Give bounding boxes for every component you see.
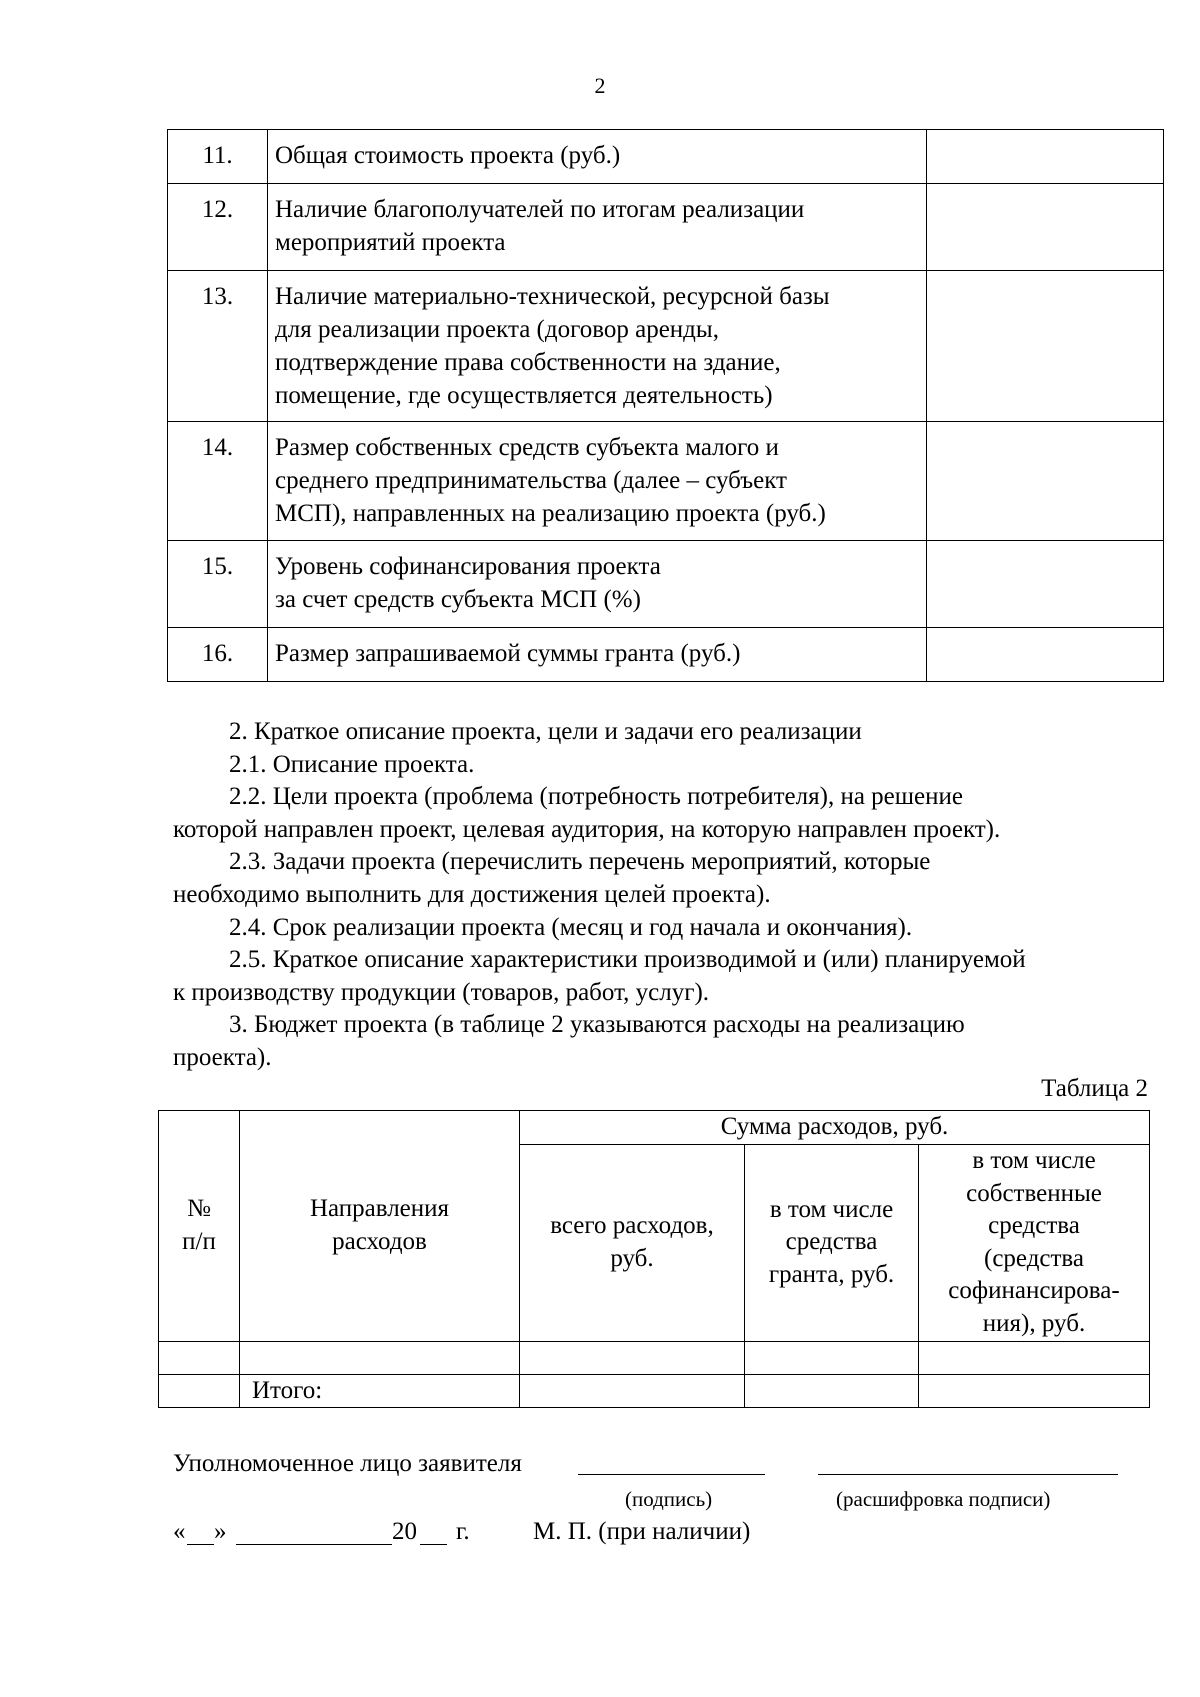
year-suffix: г. [456, 1518, 470, 1545]
row-value-cell[interactable] [927, 130, 1164, 184]
row-line: Размер собственных средств субъекта малого и [275, 434, 779, 461]
row-description [268, 628, 927, 682]
header-sum-group: Сумма расходов, руб. [520, 1111, 1150, 1145]
header-grant-line: в том числе [769, 1195, 894, 1223]
section-item: 2.4. Срок реализации проекта (месяц и год начала и окончания). [229, 913, 913, 941]
header-direction [240, 1111, 520, 1342]
row-value-cell[interactable] [927, 628, 1164, 682]
table-cell[interactable] [159, 1374, 240, 1408]
row-description [268, 541, 927, 628]
header-total-line: руб. [610, 1244, 654, 1272]
row-line: мероприятий проекта [275, 229, 506, 256]
table-cell[interactable] [240, 1341, 520, 1374]
date-line [173, 1516, 186, 1548]
row-line: для реализации проекта (договор аренды, [275, 316, 719, 343]
table-cell[interactable] [520, 1374, 745, 1408]
header-num-line: № [187, 1195, 211, 1223]
header-total-line: всего расходов, [550, 1212, 714, 1239]
header-row [159, 1111, 1150, 1145]
table-cell[interactable] [745, 1374, 919, 1408]
row-line: Уровень софинансирования проекта [275, 553, 661, 580]
table-cell[interactable] [520, 1341, 745, 1374]
year-prefix: 20 [392, 1518, 417, 1545]
row-number: 14. [168, 422, 268, 541]
table-row [168, 628, 1164, 682]
row-number: 12. [168, 184, 268, 271]
header-own-line: ния), руб. [982, 1309, 1086, 1337]
table-row [168, 541, 1164, 628]
row-description [268, 130, 927, 184]
stamp-label: М. П. (при наличии) [533, 1518, 751, 1545]
row-value-cell[interactable] [927, 422, 1164, 541]
header-direction-line: Направления [309, 1195, 450, 1223]
section-heading: 2. Краткое описание проекта, цели и задачи его реализации [229, 718, 862, 745]
table-cell[interactable] [919, 1374, 1150, 1408]
section-item-continuation: необходимо выполнить для достижения целей проекта). [173, 880, 771, 908]
header-own-line: софинансирова- [948, 1277, 1120, 1304]
row-value-cell[interactable] [927, 184, 1164, 271]
signature-field[interactable] [578, 1474, 765, 1475]
row-description [268, 422, 927, 541]
budget-table [158, 1110, 1150, 1408]
header-own [919, 1144, 1150, 1341]
total-label: Итого: [240, 1374, 520, 1408]
header-grant-line: гранта, руб. [768, 1260, 895, 1288]
project-info-table [167, 129, 1164, 682]
month-field[interactable] [236, 1544, 392, 1545]
table-cell[interactable] [745, 1341, 919, 1374]
row-number: 15. [168, 541, 268, 628]
header-grant-line: средства [785, 1228, 878, 1256]
header-grant [745, 1144, 919, 1341]
header-total [520, 1144, 745, 1341]
signature-caption: (подпись) [625, 1487, 713, 1511]
table-row [168, 184, 1164, 271]
table-row [168, 271, 1164, 422]
table-row [168, 422, 1164, 541]
row-line: Общая стоимость проекта (руб.) [275, 142, 621, 169]
table-caption: Таблица 2 [1041, 1075, 1148, 1102]
row-line: за счет средств субъекта МСП (%) [275, 586, 641, 613]
section-item-continuation: к производству продукции (товаров, работ, услуг). [173, 978, 710, 1006]
section-item-continuation: проекта). [173, 1043, 272, 1071]
row-line: Наличие благополучателей по итогам реализации [275, 196, 805, 223]
signature-decode-caption: (расшифровка подписи) [836, 1487, 1051, 1511]
row-line: подтверждение права собственности на здание, [275, 349, 781, 376]
table-row [159, 1341, 1150, 1374]
section-item: 2.2. Цели проекта (проблема (потребность потребителя), на решение [229, 783, 963, 811]
total-row [159, 1374, 1150, 1408]
row-number: 16. [168, 628, 268, 682]
section-item: 2.1. Описание проекта. [229, 750, 475, 778]
header-own-line: средства [988, 1212, 1080, 1239]
row-description [268, 271, 927, 422]
section-item: 2.3. Задачи проекта (перечислить перечень мероприятий, которые [229, 848, 931, 876]
table-cell[interactable] [919, 1341, 1150, 1374]
header-direction-line: расходов [332, 1227, 427, 1255]
page-number: 2 [594, 73, 606, 98]
table-cell[interactable] [159, 1341, 240, 1374]
row-value-cell[interactable] [927, 541, 1164, 628]
header-num [159, 1111, 240, 1342]
date-close-quote: » [214, 1518, 227, 1545]
section-item-continuation: которой направлен проект, целевая аудитория, на которую направлен проект). [173, 815, 1001, 843]
project-description-section [173, 716, 1149, 1075]
section-heading: 3. Бюджет проекта (в таблице 2 указываются расходы на реализацию [229, 1011, 965, 1039]
row-line: Размер запрашиваемой суммы гранта (руб.) [275, 640, 741, 667]
signature-decode-field[interactable] [818, 1474, 1118, 1475]
row-number: 11. [168, 130, 268, 184]
row-line: МСП), направленных на реализацию проекта (руб.) [275, 500, 826, 527]
row-description [268, 184, 927, 271]
row-line: среднего предпринимательства (далее – субъект [275, 467, 787, 494]
date-open-quote: « [173, 1518, 186, 1545]
header-num-line: п/п [182, 1227, 216, 1255]
year-field[interactable] [420, 1544, 447, 1545]
header-own-line: в том числе [972, 1147, 1096, 1174]
row-line: Наличие материально-технической, ресурсной базы [275, 283, 830, 310]
day-field[interactable] [187, 1544, 214, 1545]
section-item: 2.5. Краткое описание характеристики производимой и (или) планируемой [229, 946, 1026, 974]
header-own-line: (средства [984, 1244, 1084, 1272]
row-line: помещение, где осуществляется деятельность) [275, 382, 773, 409]
header-own-line: собственные [966, 1179, 1102, 1207]
table-row [168, 130, 1164, 184]
row-number: 13. [168, 271, 268, 422]
authorized-person-label: Уполномоченное лицо заявителя [173, 1450, 522, 1477]
row-value-cell[interactable] [927, 271, 1164, 422]
